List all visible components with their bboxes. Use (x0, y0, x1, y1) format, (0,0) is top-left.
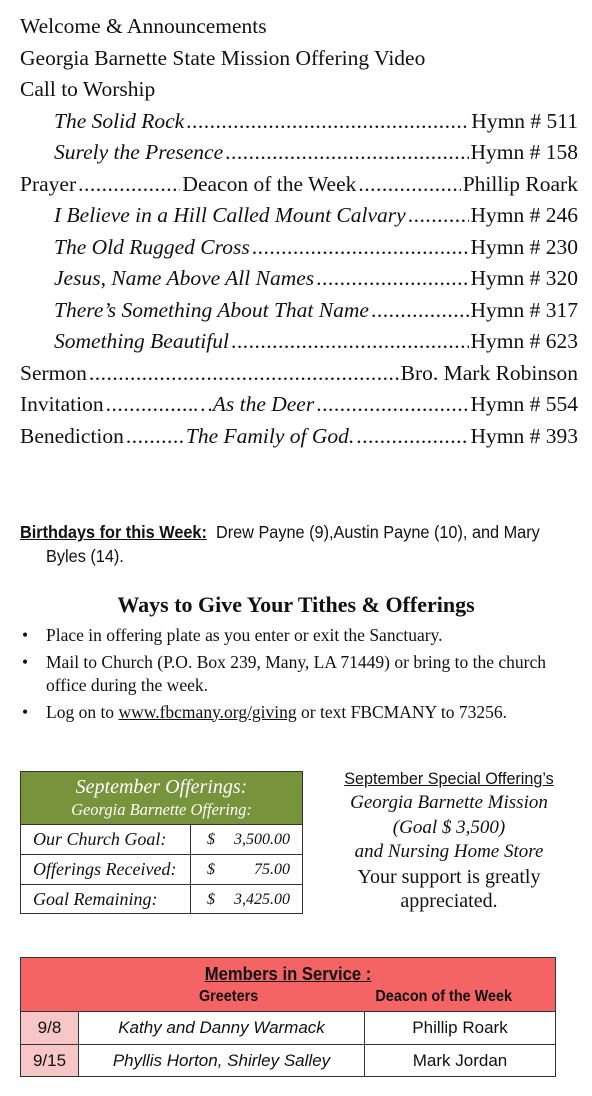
hymn-line (20, 203, 578, 235)
hymn-number: Hymn # 246 (470, 203, 578, 227)
special-offering (318, 767, 580, 914)
bullet: • (22, 651, 29, 672)
giving-link[interactable]: www.fbcmany.org/giving (118, 701, 297, 722)
list-item-text: Mail to Church (P.O. Box 239, Many, LA 71449) or bring to the church office during the week. (46, 651, 546, 695)
hymn-number: Hymn # 393 (470, 423, 578, 448)
currency: $ (207, 830, 215, 848)
service-line (20, 46, 578, 78)
hymn-number: Hymn # 158 (470, 140, 578, 164)
greeters-column-header: Greeters (198, 988, 259, 1005)
list-item (22, 701, 582, 725)
special-offering-heading: September Special Offering’s (344, 769, 554, 788)
preacher: Bro. Mark Robinson (400, 360, 578, 385)
date-cell: 9/15 (21, 1045, 79, 1076)
order-of-service (20, 14, 578, 455)
greeters-cell: Phyllis Horton, Shirley Salley (79, 1045, 365, 1076)
birthdays-section (20, 520, 541, 568)
dot-leader (316, 392, 468, 417)
service-item: Invitation (20, 392, 104, 416)
date-cell: 9/8 (21, 1012, 79, 1044)
currency: $ (207, 860, 215, 878)
hymn-line (20, 235, 578, 267)
deacon-cell: Mark Jordan (412, 1050, 508, 1070)
hymn-title: There’s Something About That Name (54, 297, 369, 322)
dot-leader (78, 172, 180, 197)
greeters-cell: Kathy and Danny Warmack (79, 1012, 365, 1044)
hymn-title: I Believe in a Hill Called Mount Calvary (54, 203, 406, 227)
dot-leader (89, 361, 399, 386)
offerings-header (21, 772, 302, 824)
table-row (21, 854, 302, 884)
list-item-text: Place in offering plate as you enter or exit the Sanctuary. (46, 625, 443, 645)
members-columns (48, 988, 529, 1006)
amount: 3,500.00 (234, 830, 290, 848)
list-item (22, 624, 582, 648)
dot-leader (316, 266, 468, 291)
service-item: Georgia Barnette State Mission Offering Video (20, 45, 426, 70)
prayer-role: Deacon of the Week (182, 171, 357, 196)
table-row (21, 884, 302, 914)
bullet: • (22, 625, 29, 645)
dot-leader (371, 298, 469, 323)
hymn-line (20, 266, 578, 298)
list-item-text: or text FBCMANY to 73256. (296, 701, 507, 722)
benediction-line (20, 424, 578, 456)
row-value (191, 861, 302, 879)
birthdays-text: Drew Payne (9),Austin Payne (10), and Mary (215, 522, 540, 542)
ways-to-give-title: Ways to Give Your Tithes & Offerings (117, 592, 475, 617)
sermon-line (20, 361, 578, 393)
row-value (191, 891, 302, 909)
special-offering-line: (Goal $ 3,500) (392, 816, 506, 838)
offerings-table (20, 771, 303, 914)
members-title: Members in Service : (204, 963, 372, 984)
offerings-subtitle: Georgia Barnette Offering: (71, 800, 252, 819)
dot-leader (231, 329, 469, 354)
currency: $ (207, 890, 215, 908)
dot-leader (408, 203, 469, 228)
hymn-line (20, 140, 578, 172)
members-in-service-table (20, 957, 556, 1077)
special-offering-line: Georgia Barnette Mission (350, 792, 548, 813)
service-item: Prayer (20, 171, 77, 196)
offerings-title: September Offerings: (75, 776, 248, 798)
hymn-number: Hymn # 230 (470, 234, 578, 259)
list-item-text: Log on to (46, 701, 119, 722)
special-offering-line: appreciated. (400, 890, 498, 912)
service-line (20, 14, 578, 46)
service-line (20, 77, 578, 109)
dot-leader (186, 109, 469, 134)
row-value (191, 831, 302, 849)
list-item (22, 651, 582, 698)
hymn-title: The Solid Rock (54, 108, 185, 133)
hymn-number: Hymn # 554 (470, 392, 578, 416)
hymn-number: Hymn # 511 (471, 108, 578, 133)
hymn-line (20, 109, 578, 141)
invitation-line (20, 392, 578, 424)
row-label: Offerings Received: (21, 855, 191, 884)
amount: 75.00 (254, 860, 290, 878)
date-column-header (48, 988, 98, 1006)
members-header (21, 958, 555, 1012)
hymn-title: The Old Rugged Cross (54, 234, 250, 259)
amount: 3,425.00 (234, 890, 290, 908)
hymn-line (20, 298, 578, 330)
hymn-title: Something Beautiful (54, 329, 229, 353)
table-row (21, 1044, 555, 1076)
dot-leader (106, 392, 192, 417)
dot-leader (356, 424, 468, 449)
hymn-title: …As the Deer (193, 392, 315, 416)
hymn-number: Hymn # 317 (470, 297, 578, 322)
hymn-line (20, 329, 578, 361)
table-row (21, 1012, 555, 1044)
birthdays-label: Birthdays for this Week: (20, 522, 207, 542)
table-row (21, 824, 302, 854)
dot-leader (358, 172, 460, 197)
hymn-title: Surely the Presence (54, 140, 224, 164)
ways-to-give-list (22, 624, 582, 727)
row-label: Goal Remaining: (21, 885, 191, 914)
service-item: Welcome & Announcements (20, 14, 267, 38)
birthdays-text-cont: Byles (14). (46, 546, 124, 566)
dot-leader (126, 424, 184, 449)
deacon-cell: Phillip Roark (412, 1018, 508, 1037)
hymn-number: Hymn # 623 (470, 329, 578, 353)
row-label: Our Church Goal: (21, 825, 191, 854)
deacon-column-header: Deacon of the Week (375, 988, 512, 1005)
hymn-number: Hymn # 320 (470, 266, 578, 290)
special-offering-line: Your support is greatly (357, 865, 541, 888)
service-item: Call to Worship (20, 77, 156, 101)
bullet: • (22, 701, 29, 722)
special-offering-line: and Nursing Home Store (354, 841, 544, 862)
hymn-title: The Family of God. (185, 423, 355, 448)
service-item: Benediction (20, 423, 124, 448)
prayer-leader: Phillip Roark (462, 171, 578, 196)
hymn-title: Jesus, Name Above All Names (54, 266, 315, 290)
service-item: Sermon (20, 360, 87, 385)
prayer-line (20, 172, 578, 204)
dot-leader (252, 235, 469, 260)
dot-leader (225, 140, 468, 165)
